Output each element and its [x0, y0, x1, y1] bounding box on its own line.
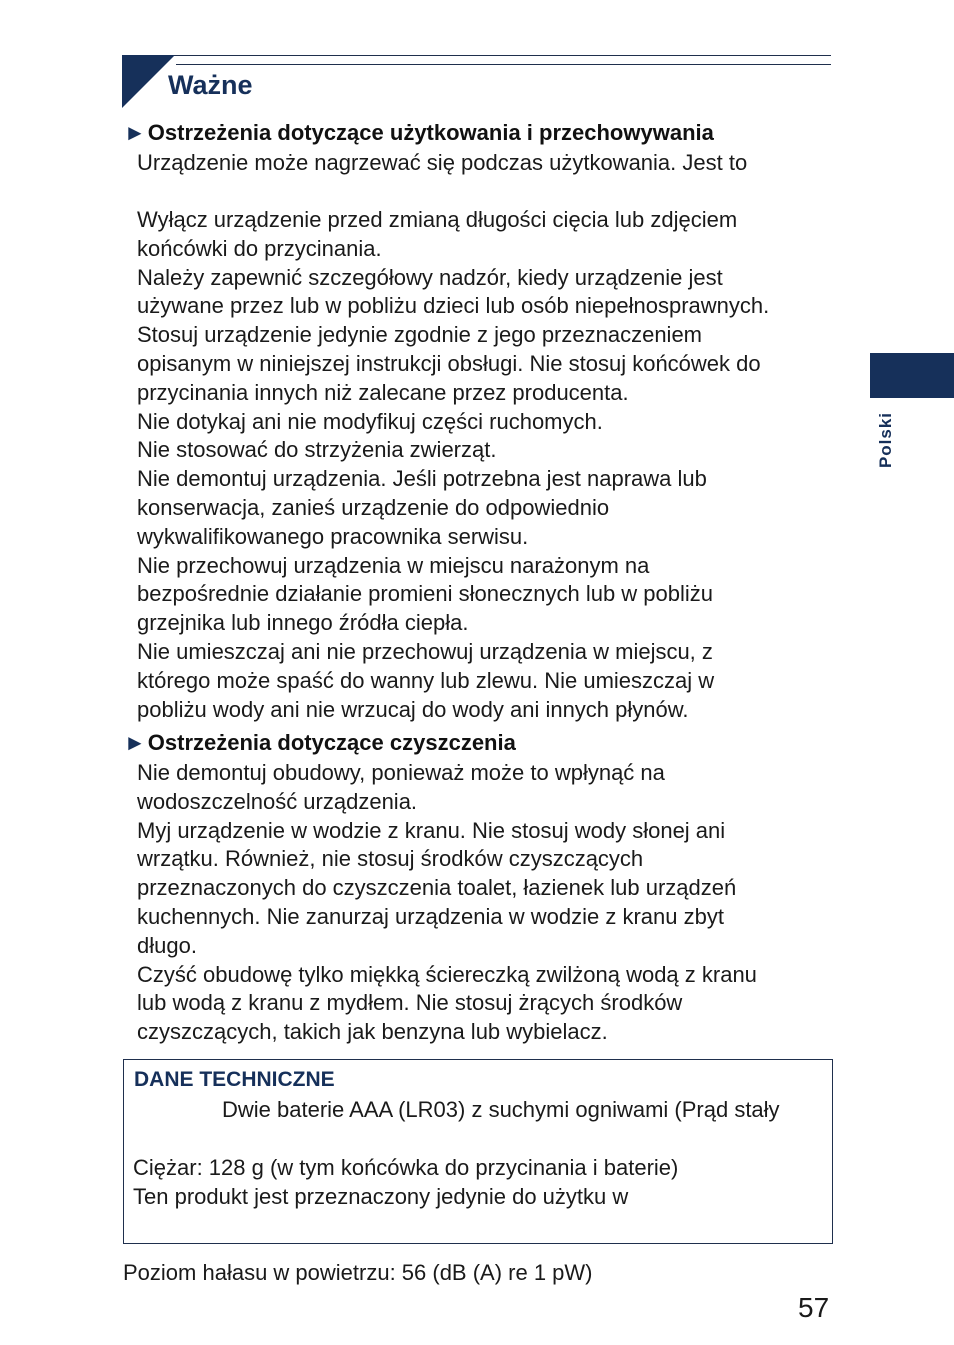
- text-line: Czyść obudowę tylko miękką ściereczką zwilżoną wodą z kranu: [137, 961, 757, 987]
- text-line: Stosuj urządzenie jedynie zgodnie z jego przeznaczeniem: [137, 322, 703, 348]
- text-line: Nie dotykaj ani nie modyfikuj części ruchomych.: [137, 408, 603, 434]
- text-line: wodoszczelność urządzenia.: [137, 788, 418, 814]
- text-line: czyszczących, takich jak benzyna lub wybielacz.: [137, 1019, 608, 1045]
- text-line: Wyłącz urządzenie przed zmianą długości cięcia lub zdjęciem: [137, 207, 738, 232]
- section-heading-usage: [124, 119, 714, 147]
- spec-power-source: Dwie baterie AAA (LR03) z suchymi ogniwami (Prąd stały: [222, 1097, 780, 1122]
- section-heading-cleaning-text: Ostrzeżenia dotyczące czyszczenia: [147, 730, 516, 755]
- text-line: wrzątku. Również, nie stosuj środków czyszczących: [137, 846, 644, 872]
- text-line: lub wodą z kranu z mydłem. Nie stosuj żrących środków: [137, 990, 683, 1016]
- usage-warning-text-a: [137, 149, 837, 178]
- section-heading-cleaning: [124, 729, 516, 757]
- text-line: końcówki do przycinania.: [137, 235, 382, 261]
- text-line: Nie przechowuj urządzenia w miejscu narażonym na: [137, 552, 650, 578]
- specifications-box: [123, 1059, 833, 1244]
- page-number: 57: [798, 1292, 830, 1323]
- text-line: pobliżu wody ani nie wrzucaj do wody ani innych płynów.: [137, 696, 689, 722]
- text-line: długo.: [137, 932, 197, 958]
- language-tab: [870, 353, 954, 398]
- cleaning-warning-text: [137, 759, 837, 1047]
- text-line: przeznaczonych do czyszczenia toalet, łazienek lub urządzeń: [137, 875, 737, 901]
- text-line: kuchennych. Nie zanurzaj urządzenia w wodzie z kranu zbyt: [137, 903, 724, 929]
- text-line: bezpośrednie działanie promieni słonecznych lub w pobliżu: [137, 581, 714, 607]
- triangle-right-icon: ►: [124, 120, 146, 145]
- text-line: wykwalifikowanego pracownika serwisu.: [137, 523, 529, 549]
- triangle-right-icon: ►: [124, 730, 146, 755]
- text-line: Urządzenie może nagrzewać się podczas użytkowania. Jest to: [137, 150, 748, 175]
- header-rule: [122, 55, 831, 56]
- usage-warning-text-b: [137, 206, 837, 724]
- text-line: Nie demontuj urządzenia. Jeśli potrzebna jest naprawa lub: [137, 466, 707, 492]
- text-line: którego może spaść do wanny lub zlewu. Nie umieszczaj w: [137, 667, 715, 693]
- header-rule-inner: [176, 64, 831, 65]
- text-line: używane przez lub w pobliżu dzieci lub osób niepełnosprawnych.: [137, 293, 770, 319]
- spec-weight: Ciężar: 128 g (w tym końcówka do przycinania i baterie): [133, 1155, 679, 1180]
- text-line: grzejnika lub innego źródła ciepła.: [137, 610, 469, 636]
- spec-usage: Ten produkt jest przeznaczony jedynie do użytku w: [133, 1184, 629, 1209]
- section-heading-usage-text: Ostrzeżenia dotyczące użytkowania i przechowywania: [147, 120, 714, 145]
- specifications-title: DANE TECHNICZNE: [134, 1068, 335, 1091]
- text-line: Nie umieszczaj ani nie przechowuj urządzenia w miejscu, z: [137, 638, 713, 664]
- text-line: Nie demontuj obudowy, ponieważ może to wpłynąć na: [137, 760, 665, 785]
- text-line: opisanym w niniejszej instrukcji obsługi. Nie stosuj końcówek do: [137, 350, 761, 376]
- page-title: Ważne: [168, 70, 253, 100]
- text-line: Nie stosować do strzyżenia zwierząt.: [137, 437, 497, 463]
- language-label: Polski: [876, 411, 895, 469]
- text-line: przycinania innych niż zalecane przez producenta.: [137, 379, 629, 405]
- text-line: konserwacja, zanieś urządzenie do odpowiednio: [137, 494, 610, 520]
- noise-level: Poziom hałasu w powietrzu: 56 (dB (A) re 1 pW): [123, 1260, 593, 1285]
- text-line: Należy zapewnić szczegółowy nadzór, kiedy urządzenie jest: [137, 264, 723, 290]
- text-line: Myj urządzenie w wodzie z kranu. Nie stosuj wody słonej ani: [137, 817, 726, 843]
